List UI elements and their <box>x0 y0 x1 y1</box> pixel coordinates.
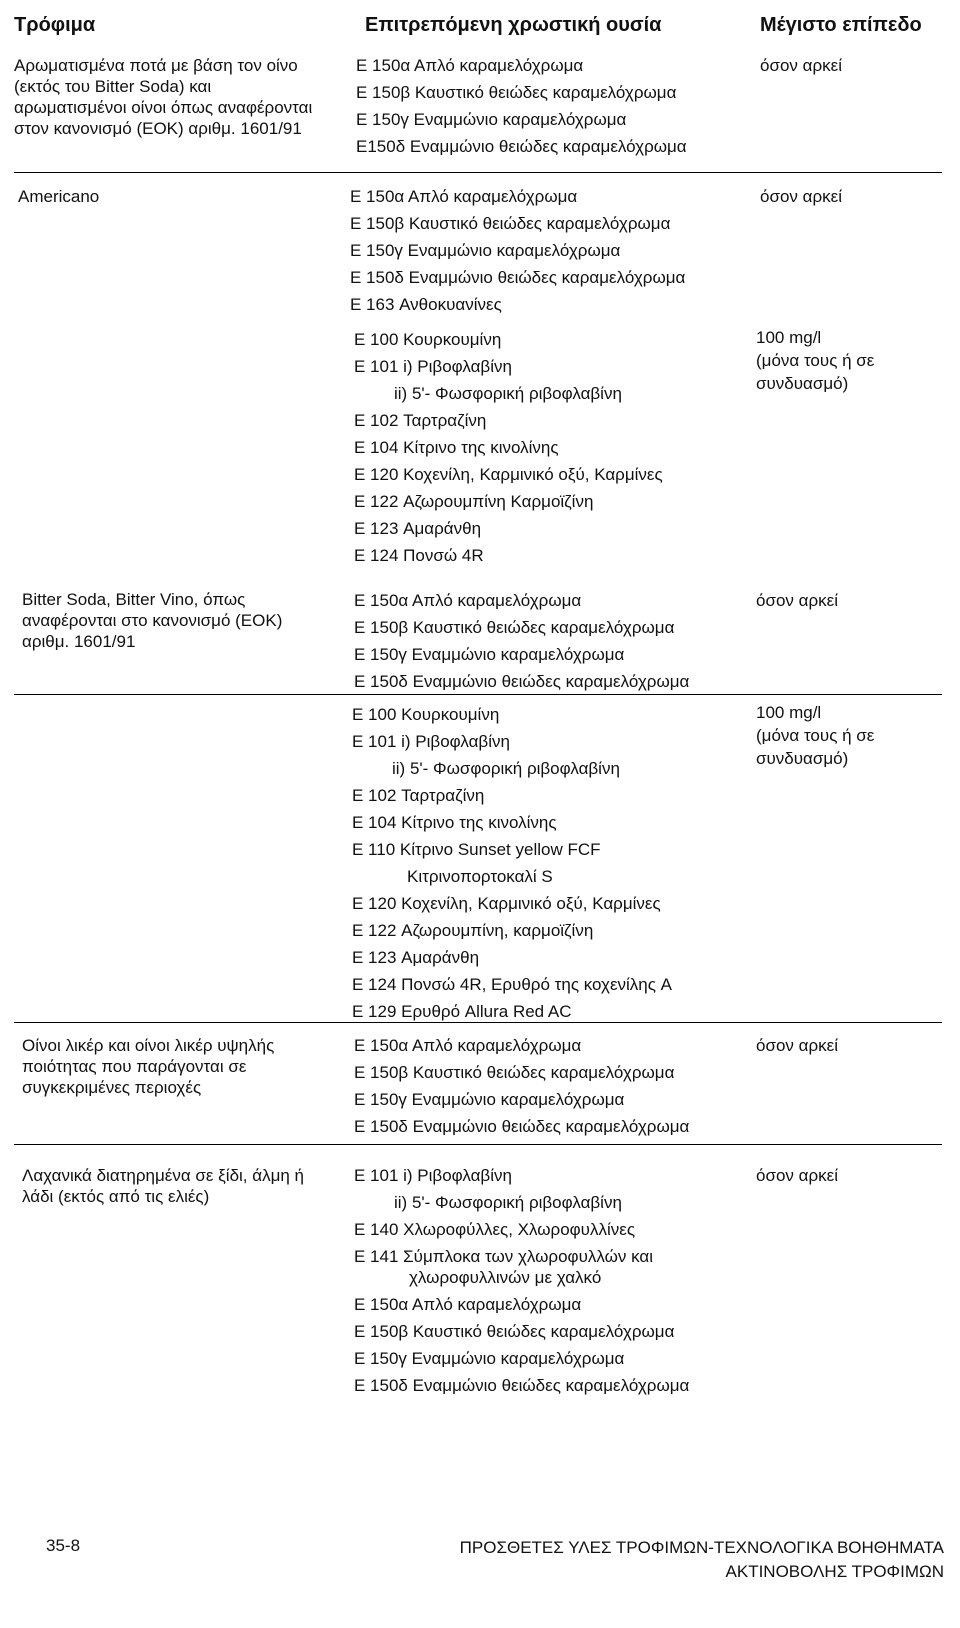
max-level <box>760 183 842 210</box>
colour-item: E 101 i) Ριβοφλαβίνη <box>354 357 512 376</box>
colour-item: E 123 Αμαράνθη <box>352 948 480 967</box>
food-line: (εκτός του Bitter Soda) και <box>14 77 212 96</box>
colour-item: E 141 Σύμπλοκα των χλωροφυλλών και <box>354 1247 654 1266</box>
level-line: όσον αρκεί <box>756 1166 838 1185</box>
colour-item: E 150δ Εναμμώνιο θειώδες καραμελόχρωμα <box>354 1117 690 1136</box>
header-colour: Επιτρεπόμενη χρωστική ουσία <box>365 14 662 36</box>
colour-item: E 150β Καυστικό θειώδες καραμελόχρωμα <box>354 618 675 637</box>
colour-item: ii) 5'- Φωσφορική ριβοφλαβίνη <box>394 1193 622 1212</box>
colour-item: E 150γ Εναμμώνιο καραμελόχρωμα <box>354 645 625 664</box>
colour-item: E 102 Ταρτραζίνη <box>352 786 485 805</box>
colour-item: E 150γ Εναμμώνιο καραμελόχρωμα <box>350 241 621 260</box>
level-line: (μόνα τους ή σε <box>756 726 875 745</box>
colour-item: E 120 Κοχενίλη, Καρμινικό οξύ, Καρμίνες <box>354 465 663 484</box>
colour-item: E 150δ Εναμμώνιο θειώδες καραμελόχρωμα <box>350 268 686 287</box>
row-divider <box>14 1022 942 1023</box>
food-line: ποιότητας που παράγονται σε <box>22 1057 247 1076</box>
colour-item: ii) 5'- Φωσφορική ριβοφλαβίνη <box>392 759 620 778</box>
row-food <box>22 589 352 652</box>
colour-item: E 150α Απλό καραμελόχρωμα <box>350 187 578 206</box>
colour-item: E 150α Απλό καραμελόχρωμα <box>354 1295 582 1314</box>
colour-item: Κιτρινοπορτοκαλί S <box>407 867 553 886</box>
colour-item: E150δ Εναμμώνιο θειώδες καραμελόχρωμα <box>356 137 687 156</box>
colour-list <box>352 701 672 1025</box>
colour-item: E 104 Κίτρινο της κινολίνης <box>354 438 559 457</box>
colour-list <box>356 52 687 160</box>
colour-item: E 150β Καυστικό θειώδες καραμελόχρωμα <box>354 1063 675 1082</box>
colour-item: E 150δ Εναμμώνιο θειώδες καραμελόχρωμα <box>354 672 690 691</box>
colour-item: E 100 Κουρκουμίνη <box>352 705 500 724</box>
colour-item: E 124 Πονσώ 4R <box>354 546 484 565</box>
colour-list <box>354 1032 689 1140</box>
colour-item: E 123 Αμαράνθη <box>354 519 482 538</box>
colour-item: E 150γ Εναμμώνιο καραμελόχρωμα <box>354 1349 625 1368</box>
colour-item: E 104 Κίτρινο της κινολίνης <box>352 813 557 832</box>
footer-title-line: ΠΡΟΣΘΕΤΕΣ ΥΛΕΣ ΤΡΟΦΙΜΩΝ-ΤΕΧΝΟΛΟΓΙΚΑ ΒΟΗΘΗΜΑΤΑ <box>459 1538 944 1557</box>
level-line: 100 mg/l <box>756 328 822 347</box>
level-line: όσον αρκεί <box>756 1036 838 1055</box>
level-line: 100 mg/l <box>756 703 822 722</box>
colour-item: E 150α Απλό καραμελόχρωμα <box>354 591 582 610</box>
colour-item: E 140 Χλωροφύλλες, Χλωροφυλλίνες <box>354 1220 636 1239</box>
food-line: στον κανονισμό (ΕΟΚ) αριθμ. 1601/91 <box>14 119 302 138</box>
row-food <box>14 55 344 139</box>
colour-item: E 150β Καυστικό θειώδες καραμελόχρωμα <box>354 1322 675 1341</box>
level-line: όσον αρκεί <box>760 56 842 75</box>
food-line: Americano <box>18 187 100 206</box>
food-line: Λαχανικά διατηρημένα σε ξίδι, άλμη ή <box>22 1166 305 1185</box>
food-line: Αρωματισμένα ποτά με βάση τον οίνο <box>14 56 298 75</box>
colour-item: E 150α Απλό καραμελόχρωμα <box>356 56 584 75</box>
food-line: συγκεκριμένες περιοχές <box>22 1078 202 1097</box>
row-divider <box>14 172 942 173</box>
running-footer <box>460 1536 944 1584</box>
colour-item: E 100 Κουρκουμίνη <box>354 330 502 349</box>
colour-item: χλωροφυλλινών με χαλκό <box>409 1268 602 1287</box>
colour-item: E 101 i) Ριβοφλαβίνη <box>354 1166 512 1185</box>
colour-item: E 129 Ερυθρό Allura Red AC <box>352 1002 572 1021</box>
level-line: συνδυασμό) <box>756 374 849 393</box>
food-line: Bitter Soda, Bitter Vino, όπως <box>22 590 246 609</box>
colour-list <box>350 183 685 318</box>
food-line: αναφέρονται στο κανονισμό (ΕΟΚ) <box>22 611 283 630</box>
colour-item: E 122 Αζωρουμπίνη Καρμοϊζίνη <box>354 492 594 511</box>
food-line: Οίνοι λικέρ και οίνοι λικέρ υψηλής <box>22 1036 275 1055</box>
colour-list <box>354 326 663 569</box>
header-foods: Τρόφιμα <box>14 14 96 36</box>
footer-title-line: ΑΚΤΙΝΟΒΟΛΗΣ ΤΡΟΦΙΜΩΝ <box>725 1562 944 1581</box>
colour-item: E 124 Πονσώ 4R, Ερυθρό της κοχενίλης A <box>352 975 673 994</box>
max-level <box>756 326 874 395</box>
food-line: αριθμ. 1601/91 <box>22 632 136 651</box>
page-number: 35-8 <box>46 1536 81 1555</box>
colour-item: E 101 i) Ριβοφλαβίνη <box>352 732 510 751</box>
max-level <box>756 701 874 770</box>
row-food <box>22 1035 352 1098</box>
food-line: λάδι (εκτός από τις ελιές) <box>22 1187 210 1206</box>
row-divider <box>14 694 942 695</box>
row-food <box>22 1165 352 1207</box>
level-line: συνδυασμό) <box>756 749 849 768</box>
row-food <box>18 186 348 207</box>
level-line: όσον αρκεί <box>760 187 842 206</box>
colour-list <box>354 587 689 695</box>
header-max-level: Μέγιστο επίπεδο <box>760 14 922 36</box>
colour-item: E 150γ Εναμμώνιο καραμελόχρωμα <box>356 110 627 129</box>
colour-item: E 150δ Εναμμώνιο θειώδες καραμελόχρωμα <box>354 1376 690 1395</box>
max-level <box>756 587 838 614</box>
colour-item: E 122 Αζωρουμπίνη, καρμοϊζίνη <box>352 921 594 940</box>
colour-item: E 120 Κοχενίλη, Καρμινικό οξύ, Καρμίνες <box>352 894 661 913</box>
level-line: (μόνα τους ή σε <box>756 351 875 370</box>
colour-item: E 150γ Εναμμώνιο καραμελόχρωμα <box>354 1090 625 1109</box>
max-level <box>756 1162 838 1189</box>
colour-item: ii) 5'- Φωσφορική ριβοφλαβίνη <box>394 384 622 403</box>
max-level <box>760 52 842 79</box>
colour-list <box>354 1162 689 1399</box>
food-line: αρωματισμένοι οίνοι όπως αναφέρονται <box>14 98 313 117</box>
colour-item: E 150β Καυστικό θειώδες καραμελόχρωμα <box>356 83 677 102</box>
colour-item: E 150α Απλό καραμελόχρωμα <box>354 1036 582 1055</box>
level-line: όσον αρκεί <box>756 591 838 610</box>
row-divider <box>14 1144 942 1145</box>
colour-item: E 150β Καυστικό θειώδες καραμελόχρωμα <box>350 214 671 233</box>
max-level <box>756 1032 838 1059</box>
colour-item: E 110 Κίτρινο Sunset yellow FCF <box>352 840 601 859</box>
colour-item: E 102 Ταρτραζίνη <box>354 411 487 430</box>
colour-item: E 163 Ανθοκυανίνες <box>350 295 502 314</box>
